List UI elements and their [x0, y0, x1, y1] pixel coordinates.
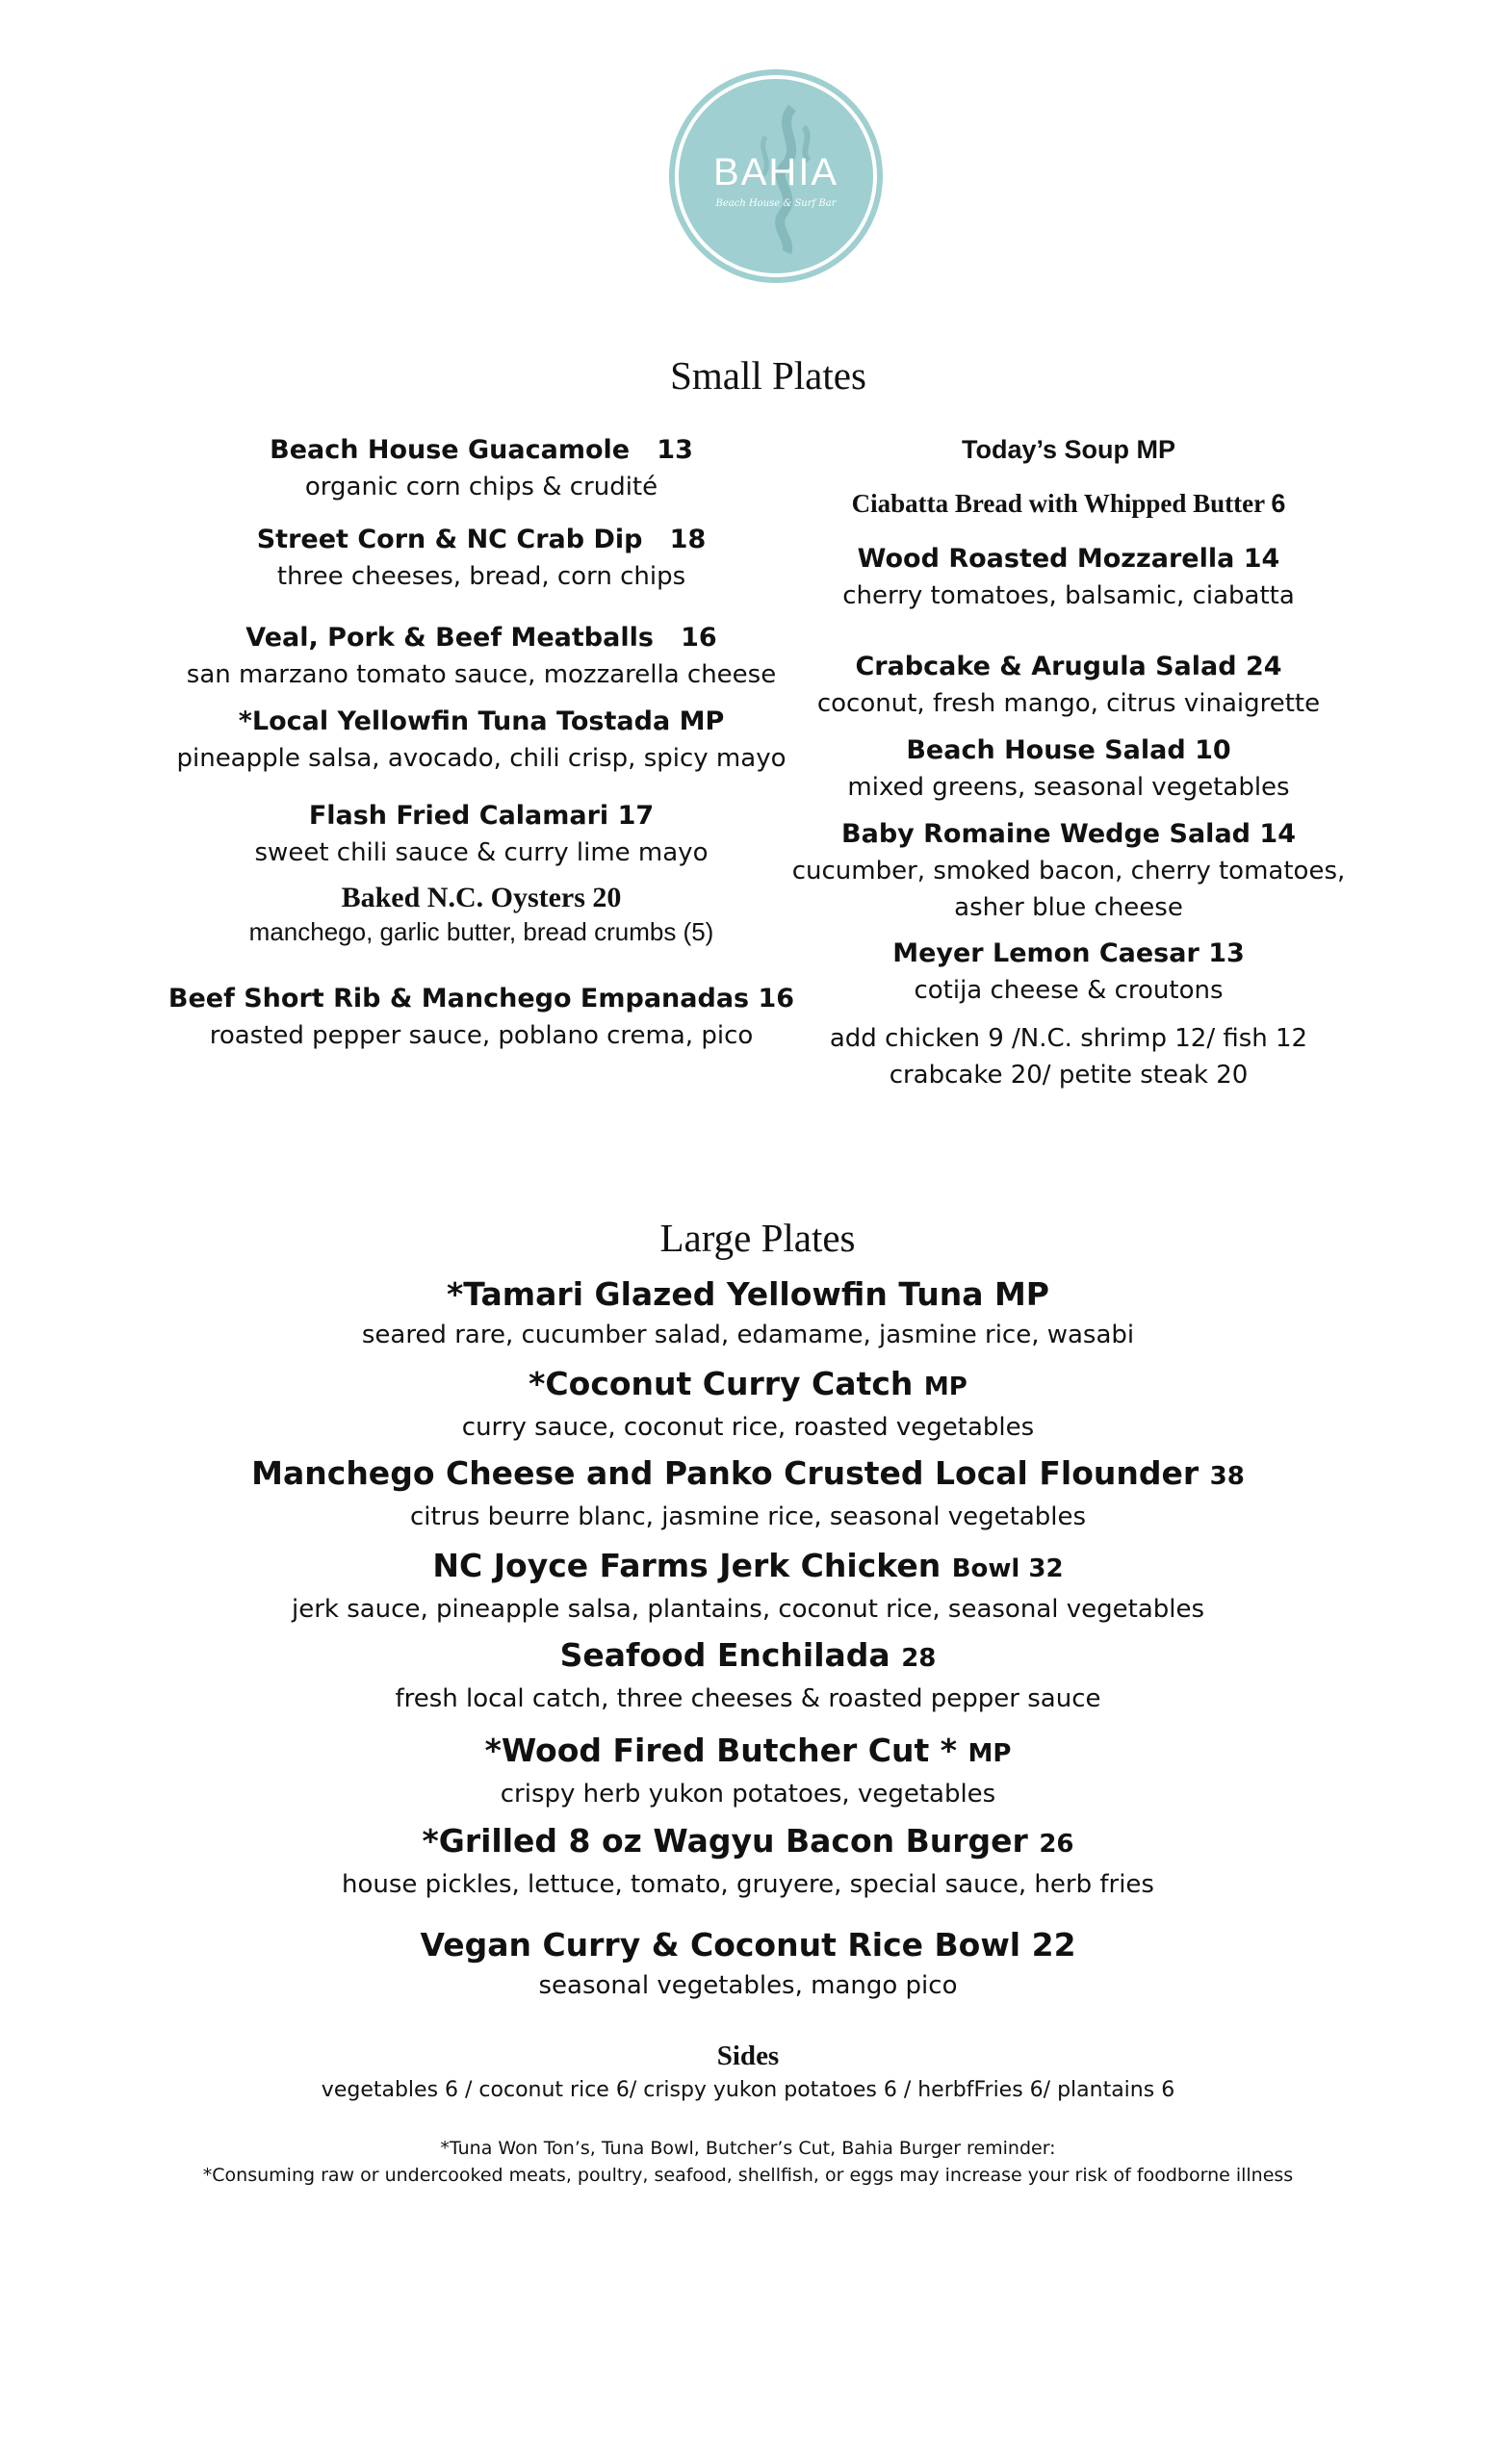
- item-description: curry sauce, coconut rice, roasted vegetables: [461, 1413, 1035, 1442]
- menu-item: [154, 522, 809, 595]
- item-description: cucumber, smoked bacon, cherry tomatoes,: [791, 857, 1346, 886]
- item-name: Meyer Lemon Caesar: [892, 938, 1199, 968]
- menu-item: [789, 936, 1348, 1009]
- menu-item: [154, 798, 809, 871]
- item-name: *Tamari Glazed Yellowfin Tuna MP: [446, 1275, 1049, 1313]
- item-price: 26: [1039, 1830, 1074, 1859]
- menu-item: [0, 1729, 1496, 1812]
- item-name: Ciabatta Bread with Whipped Butter: [851, 489, 1265, 518]
- menu-item: [789, 732, 1348, 806]
- item-price: 10: [1195, 735, 1231, 765]
- item-price: 28: [901, 1644, 937, 1673]
- item-description: cherry tomatoes, balsamic, ciabatta: [842, 581, 1295, 610]
- item-description: seasonal vegetables, mango pico: [538, 1971, 958, 2000]
- footer-disclaimer: *Consuming raw or undercooked meats, poultry, seafood, shellfish, or eggs may increase your risk of foodborne illness: [202, 2165, 1294, 2186]
- item-name: *Coconut Curry Catch: [529, 1365, 914, 1402]
- bahia-logo-mark: [669, 69, 883, 283]
- addons-line-1: add chicken 9 /N.C. shrimp 12/ fish 12: [829, 1024, 1308, 1053]
- item-name: *Local Yellowfin Tuna Tostada: [238, 706, 671, 736]
- menu-item: [154, 881, 809, 948]
- menu-item: [0, 1272, 1496, 1353]
- item-description: seared rare, cucumber salad, edamame, jasmine rice, wasabi: [361, 1321, 1135, 1349]
- menu-item: [154, 981, 809, 1054]
- item-name: NC Joyce Farms Jerk Chicken: [432, 1547, 941, 1584]
- item-description: organic corn chips & crudité: [304, 473, 658, 501]
- addons-line-2: crabcake 20/ petite steak 20: [889, 1061, 1249, 1090]
- item-name: Beach House Guacamole: [270, 435, 631, 465]
- item-description: crispy herb yukon potatoes, vegetables: [500, 1780, 996, 1809]
- item-name: Beef Short Rib & Manchego Empanadas: [168, 984, 750, 1014]
- item-price: MP: [923, 1373, 967, 1401]
- menu-item: [789, 816, 1348, 926]
- item-price: MP: [679, 706, 725, 736]
- item-description: roasted pepper sauce, poblano crema, pico: [209, 1021, 754, 1050]
- item-description: jerk sauce, pineapple salsa, plantains, coconut rice, seasonal vegetables: [291, 1595, 1205, 1624]
- small-plates-heading: Small Plates: [670, 353, 866, 398]
- item-name: Baked N.C. Oysters: [341, 882, 585, 913]
- item-price: 17: [617, 801, 655, 831]
- item-name: Veal, Pork & Beef Meatballs: [245, 623, 654, 653]
- menu-item: [0, 1633, 1496, 1717]
- item-price: 16: [758, 984, 795, 1014]
- item-name: Street Corn & NC Crab Dip: [256, 525, 643, 554]
- item-name: Beach House Salad: [906, 735, 1186, 765]
- item-price: MP: [967, 1739, 1012, 1768]
- item-price: 14: [1243, 544, 1280, 574]
- menu-item: [154, 620, 809, 693]
- item-description: fresh local catch, three cheeses & roasted pepper sauce: [395, 1684, 1101, 1713]
- menu-item: [789, 649, 1348, 722]
- item-description: three cheeses, bread, corn chips: [276, 562, 686, 591]
- item-description: sweet chili sauce & curry lime mayo: [254, 838, 709, 867]
- item-name: Manchego Cheese and Panko Crusted Local Flounder: [251, 1454, 1199, 1492]
- item-description: manchego, garlic butter, bread crumbs (5): [248, 917, 714, 946]
- large-plates-heading: Large Plates: [659, 1216, 856, 1260]
- item-name: Crabcake & Arugula Salad: [855, 652, 1237, 681]
- item-price: 38: [1209, 1462, 1245, 1491]
- menu-item: [0, 1544, 1496, 1628]
- item-description: coconut, fresh mango, citrus vinaigrette: [816, 689, 1321, 718]
- item-name: *Wood Fired Butcher Cut *: [484, 1732, 957, 1769]
- item-price: Bowl 32: [951, 1554, 1064, 1583]
- sides-list: vegetables 6 / coconut rice 6/ crispy yukon potatoes 6 / herbfFries 6/ plantains 6: [321, 2078, 1175, 2102]
- logo-name: BAHIA: [712, 151, 839, 193]
- logo-tagline: Beach House & Surf Bar: [715, 198, 837, 209]
- bahia-logo: [669, 69, 883, 283]
- item-price: 24: [1245, 652, 1282, 681]
- menu-item: [154, 704, 809, 777]
- menu-item: [789, 432, 1348, 467]
- menu-item: [154, 432, 809, 505]
- item-name: Wood Roasted Mozzarella: [857, 544, 1235, 574]
- item-description-continued: asher blue cheese: [954, 893, 1183, 922]
- menu-item: [0, 1923, 1496, 2004]
- item-price: 6: [1271, 489, 1286, 518]
- item-description: san marzano tomato sauce, mozzarella cheese: [186, 660, 777, 689]
- item-description: cotija cheese & croutons: [914, 976, 1224, 1005]
- item-description: mixed greens, seasonal vegetables: [847, 773, 1290, 802]
- menu-item: [0, 1819, 1496, 1903]
- item-price: 13: [1208, 938, 1245, 968]
- item-name: *Grilled 8 oz Wagyu Bacon Burger: [422, 1822, 1028, 1860]
- footer-reminder: *Tuna Won Ton’s, Tuna Bowl, Butcher’s Cut, Bahia Burger reminder:: [440, 2138, 1056, 2159]
- item-name: Baby Romaine Wedge Salad: [841, 819, 1251, 849]
- item-price: 16: [681, 623, 717, 653]
- item-description: pineapple salsa, avocado, chili crisp, spicy mayo: [176, 744, 787, 773]
- item-price: 14: [1259, 819, 1296, 849]
- menu-item: [0, 1362, 1496, 1446]
- item-price: MP: [1136, 435, 1176, 464]
- item-description: house pickles, lettuce, tomato, gruyere, special sauce, herb fries: [342, 1870, 1154, 1899]
- item-name: Today’s Soup: [961, 435, 1129, 464]
- item-name: Seafood Enchilada: [559, 1636, 890, 1674]
- menu-item: [789, 486, 1348, 521]
- item-price: 20: [592, 882, 622, 913]
- item-price: 13: [657, 435, 693, 465]
- salad-addons: [789, 1020, 1348, 1093]
- item-description: citrus beurre blanc, jasmine rice, seasonal vegetables: [409, 1502, 1087, 1531]
- sides-heading: Sides: [716, 2040, 780, 2071]
- item-price: 18: [669, 525, 707, 554]
- item-name: Vegan Curry & Coconut Rice Bowl 22: [420, 1926, 1076, 1964]
- menu-item: [0, 1451, 1496, 1535]
- item-name: Flash Fried Calamari: [308, 801, 609, 831]
- menu-item: [789, 541, 1348, 614]
